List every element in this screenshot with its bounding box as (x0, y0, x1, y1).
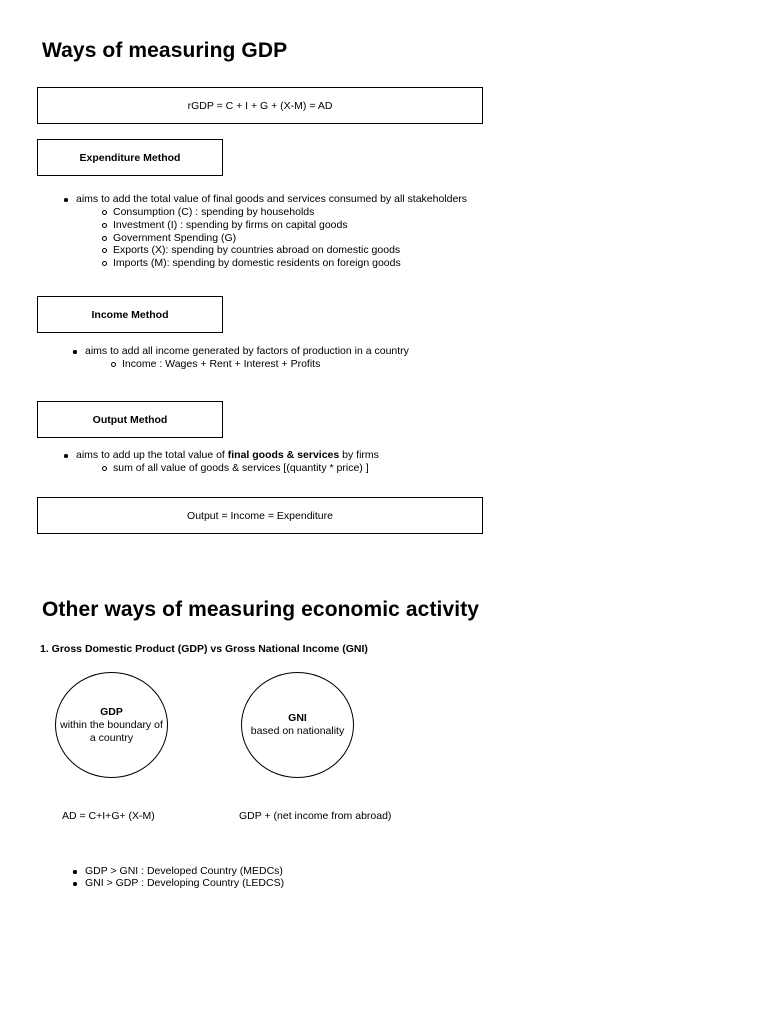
page-title: Ways of measuring GDP (42, 39, 288, 62)
list-item: Consumption (C) : spending by households (113, 206, 401, 219)
gni-circle-title: GNI (288, 712, 307, 724)
expenditure-bullets (76, 193, 467, 206)
comparison-subheading: 1. Gross Domestic Product (GDP) vs Gross National Income (GNI) (40, 643, 368, 655)
output-bullet-pre: aims to add up the total value of (76, 449, 228, 461)
list-item: sum of all value of goods & services [(quantity * price) ] (113, 462, 369, 474)
output-method-heading: Output Method (37, 401, 223, 438)
gdp-circle-title: GDP (100, 705, 123, 718)
output-bullet-post: by firms (339, 449, 379, 461)
section-title: Other ways of measuring economic activity (42, 598, 480, 621)
list-item: GDP > GNI : Developed Country (MEDCs) (85, 865, 283, 877)
income-subitems (122, 358, 320, 371)
gni-formula: GDP + (net income from abroad) (239, 810, 392, 822)
list-item: Imports (M): spending by domestic residents on foreign goods (113, 257, 401, 270)
income-method-heading: Income Method (37, 296, 223, 333)
identity-box: Output = Income = Expenditure (37, 497, 483, 534)
list-item: GNI > GDP : Developing Country (LEDCS) (85, 877, 285, 889)
gdp-circle-line1: within the boundary of (60, 718, 163, 731)
list-item: Government Spending (G) (113, 232, 401, 245)
output-subitems (113, 462, 369, 475)
income-bullet: aims to add all income generated by factors of production in a country (85, 345, 409, 357)
gni-circle (241, 672, 354, 778)
list-item: Income : Wages + Rent + Interest + Profits (122, 358, 321, 370)
gni-circle-line1: based on nationality (250, 725, 345, 737)
gdp-circle-line2: a country (89, 731, 134, 744)
comparison-bullets (85, 865, 284, 889)
expenditure-subitems (113, 206, 401, 270)
income-bullets (85, 345, 409, 358)
expenditure-method-heading: Expenditure Method (37, 139, 223, 176)
output-bullets (76, 449, 379, 462)
gdp-circle (55, 672, 168, 778)
output-bullet-bold: final goods & services (227, 449, 340, 461)
expenditure-bullet: aims to add the total value of final goods and services consumed by all stakeholders (76, 193, 468, 205)
list-item: Investment (I) : spending by firms on capital goods (113, 219, 401, 232)
gdp-formula-box: rGDP = C + I + G + (X-M) = AD (37, 87, 483, 124)
gdp-formula: AD = C+I+G+ (X-M) (62, 810, 155, 822)
output-bullet (76, 449, 379, 462)
list-item: Exports (X): spending by countries abroad on domestic goods (113, 244, 401, 257)
